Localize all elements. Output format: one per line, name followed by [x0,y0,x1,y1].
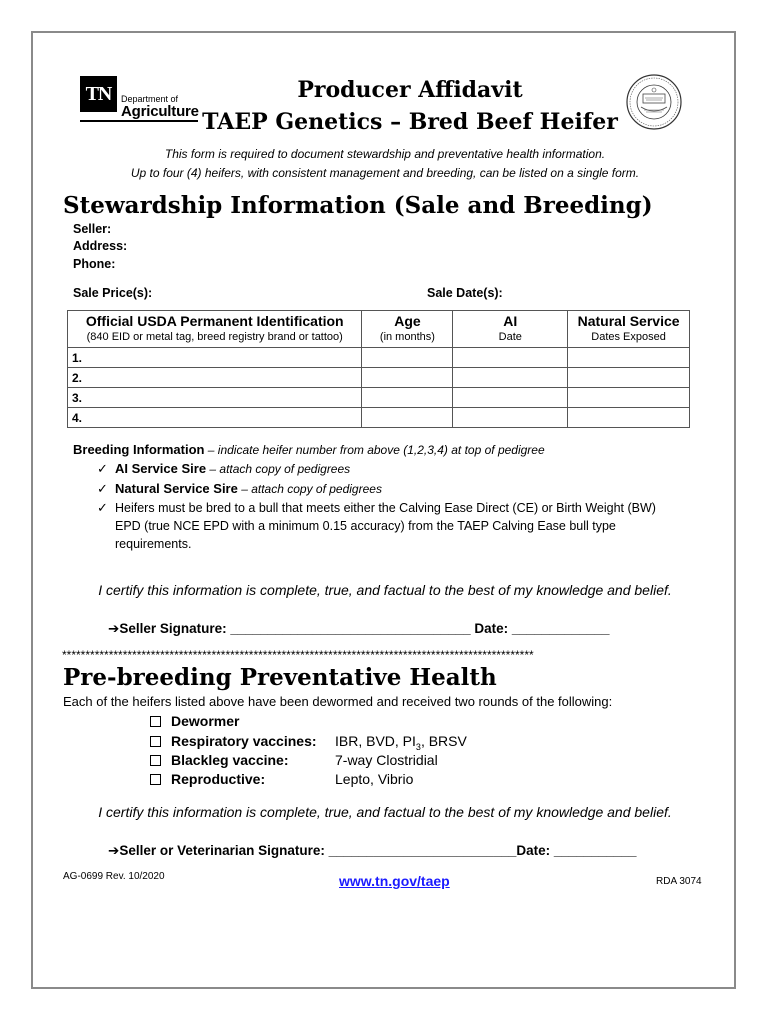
certify-statement-2: I certify this information is complete, true, and factual to the best of my knowledge and belief. [98,804,672,820]
natural-service-sire-item [97,481,382,497]
ai-date-cell[interactable] [453,368,568,388]
column-header-sub: (in months) [379,331,435,343]
ai-date-cell[interactable] [453,348,568,368]
health-item-value [335,733,467,752]
health-item-label: Blackleg vaccine: [171,752,289,768]
column-header-sub: Dates Exposed [591,331,666,343]
checkbox[interactable] [150,716,161,727]
footer-link-wrapper [339,873,450,891]
logo-agriculture: Agriculture [121,103,199,120]
checkbox[interactable] [150,774,161,785]
vet-signature-row [108,843,636,859]
seller-date-label: Date: [470,621,512,636]
ai-service-sire-label: AI Service Sire [115,461,207,476]
health-item-reproductive [150,771,265,787]
arrow-icon: ➔ [108,621,120,636]
health-item-label: Dewormer [171,713,240,729]
requirement-line-2: EPD (true NCE EPD with a minimum 0.15 accuracy) from the TAEP Calving Ease bull type [115,519,616,533]
page-title: Producer Affidavit [297,77,523,103]
breeding-info-label: Breeding Information [73,442,205,457]
checkbox[interactable] [150,755,161,766]
age-cell[interactable] [362,368,453,388]
age-cell[interactable] [362,348,453,368]
logo-underline [80,120,198,122]
table-row [68,368,690,388]
ai-date-cell[interactable] [453,408,568,428]
age-cell[interactable] [362,408,453,428]
health-item-blackleg [150,752,289,768]
health-item-label: Respiratory vaccines: [171,733,317,749]
form-number: AG-0699 Rev. 10/2020 [63,871,165,882]
respiratory-subscript: 3 [415,741,421,752]
row-number[interactable]: 1. [68,348,362,368]
certify-statement-1: I certify this information is complete, true, and factual to the best of my knowledge and belief. [98,582,672,598]
health-item-dewormer [150,713,239,729]
ai-date-cell[interactable] [453,388,568,408]
check-mark-icon: ✓ [97,461,108,476]
requirement-line-1: Heifers must be bred to a bull that meets either the Calving Ease Direct (CE) or Birth Weight (BW) [115,501,656,515]
health-item-respiratory [150,733,317,749]
column-header-main: AI [503,313,518,329]
natural-service-cell[interactable] [568,348,690,368]
row-number[interactable]: 2. [68,368,362,388]
state-seal-icon [626,74,682,130]
column-header-identification [68,311,362,348]
sale-date-label: Sale Date(s): [427,286,503,300]
logo-department: Department of [121,94,179,104]
column-header-age [362,311,453,348]
taep-link[interactable]: www.tn.gov/taep [339,873,450,889]
row-number[interactable]: 3. [68,388,362,408]
arrow-icon: ➔ [108,843,120,858]
checkbox[interactable] [150,736,161,747]
check-mark-icon: ✓ [97,500,108,515]
rda-number: RDA 3074 [656,876,702,887]
stewardship-heading: Stewardship Information (Sale and Breeding) [63,192,653,219]
natural-service-cell[interactable] [568,388,690,408]
respiratory-value-after: , BRSV [420,733,467,749]
seller-signature-row [108,621,610,637]
health-intro: Each of the heifers listed above have been dewormed and received two rounds of the following: [63,694,613,709]
phone-label: Phone: [73,257,116,271]
seller-signature-field[interactable]: ________________________________ [230,621,471,636]
table-row [68,388,690,408]
sale-price-label: Sale Price(s): [73,286,153,300]
seller-date-field[interactable]: _____________ [511,621,610,636]
bull-requirement [97,499,697,553]
seller-label: Seller: [73,222,112,236]
age-cell[interactable] [362,388,453,408]
ai-service-sire-note: – attach copy of pedigrees [206,462,351,476]
column-header-sub: (840 EID or metal tag, breed registry brand or tattoo) [86,331,343,343]
column-header-sub: Date [498,331,522,343]
table-row [68,408,690,428]
health-item-value: 7-way Clostridial [335,752,438,768]
column-header-main: Natural Service [577,313,680,329]
respiratory-value: IBR, BVD, PI [335,733,416,749]
natural-service-sire-note: – attach copy of pedigrees [237,482,382,496]
natural-service-cell[interactable] [568,408,690,428]
check-mark-icon: ✓ [97,481,108,496]
natural-service-cell[interactable] [568,368,690,388]
separator-line: ***************************************************************************************************** [62,648,534,662]
health-heading: Pre-breeding Preventative Health [63,664,497,691]
intro-line-1: This form is required to document stewardship and preventative health information. [164,147,606,161]
vet-signature-label: Seller or Veterinarian Signature: [119,843,329,858]
identification-table [67,310,690,428]
natural-service-sire-label: Natural Service Sire [115,481,238,496]
seller-signature-label: Seller Signature: [119,621,231,636]
table-row [68,348,690,368]
column-header-ai [453,311,568,348]
ai-service-sire-item [97,461,350,477]
row-number[interactable]: 4. [68,408,362,428]
vet-date-field[interactable]: ___________ [553,843,637,858]
column-header-natural-service [568,311,690,348]
column-header-main: Age [394,313,421,329]
health-item-label: Reproductive: [171,771,266,787]
requirement-line-3: requirements. [115,537,192,551]
breeding-info-note: – indicate heifer number from above (1,2,3,4) at top of pedigree [204,443,545,457]
column-header-main: Official USDA Permanent Identification [85,313,344,329]
page-subtitle: TAEP Genetics – Bred Beef Heifer [202,109,618,135]
health-item-value: Lepto, Vibrio [335,771,414,787]
address-label: Address: [73,239,128,253]
breeding-info [73,442,545,457]
vet-signature-field[interactable]: _________________________ [328,843,517,858]
vet-date-label: Date: [516,843,554,858]
table-header-row [68,311,690,348]
logo-tn-text: TN [85,83,112,105]
tn-logo [80,76,117,112]
intro-line-2: Up to four (4) heifers, with consistent management and breeding, can be listed on a single form. [130,166,640,180]
